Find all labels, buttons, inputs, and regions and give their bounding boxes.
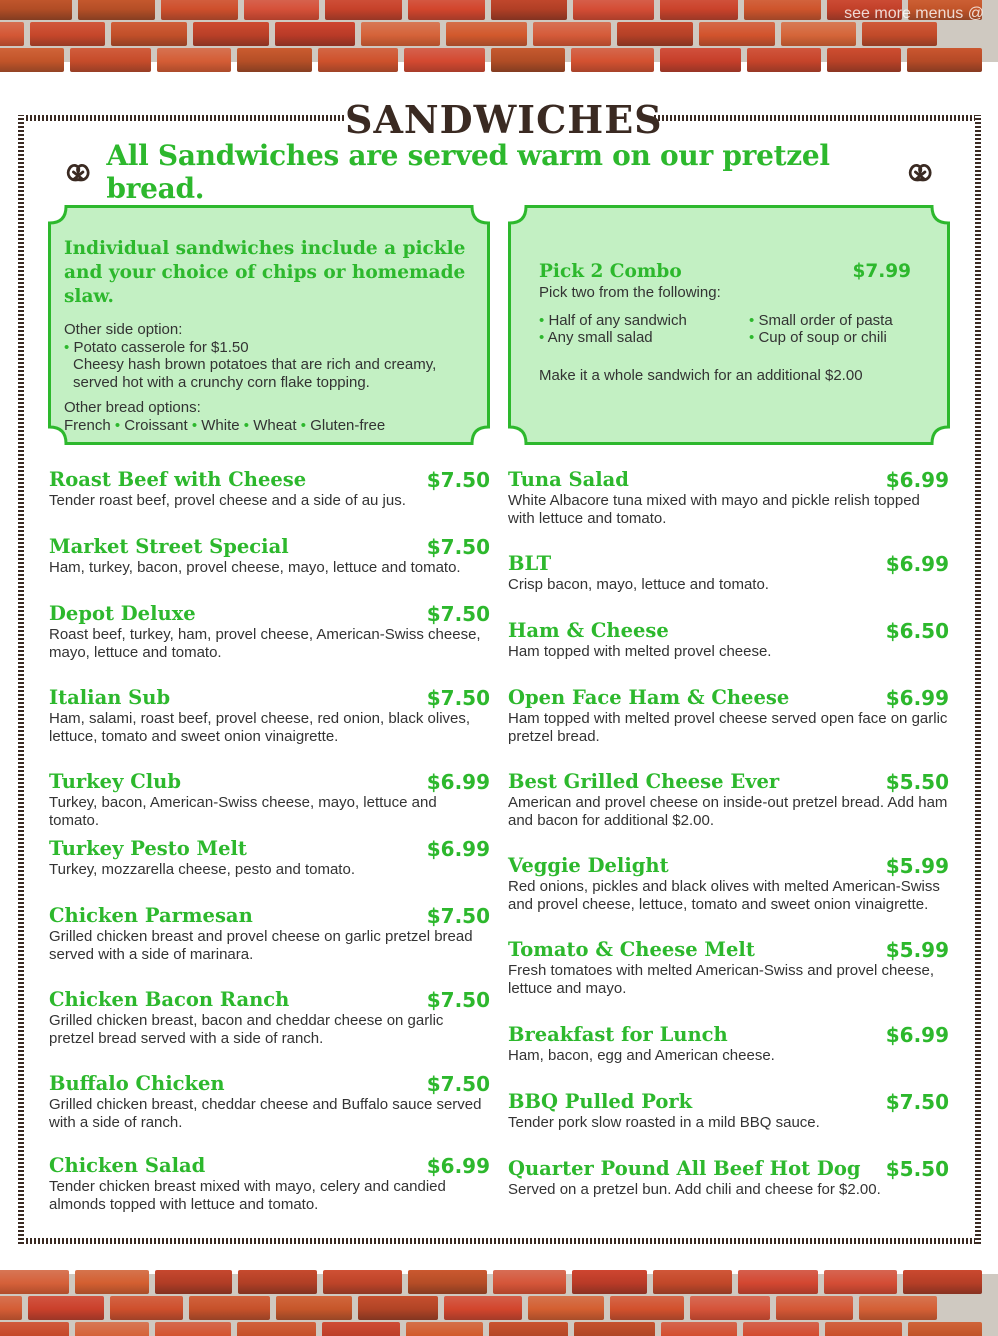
combo-option: • Cup of soup or chili xyxy=(749,329,887,346)
brick xyxy=(323,1270,402,1294)
item-price: $5.99 xyxy=(885,938,949,962)
item-price: $6.99 xyxy=(885,468,949,492)
brick xyxy=(859,1296,937,1320)
brick xyxy=(862,22,937,46)
item-name: Veggie Delight xyxy=(508,854,669,877)
item-description: Ham, bacon, egg and American cheese. xyxy=(508,1047,775,1064)
item-price: $6.99 xyxy=(885,1023,949,1047)
side-option-desc: Cheesy hash brown potatoes that are rich and creamy, served hot with a crunchy corn flake topping. xyxy=(73,356,437,391)
item-description: White Albacore tuna mixed with mayo and pickle relish topped with lettuce and tomato. xyxy=(508,492,920,527)
combo-name: Pick 2 Combo xyxy=(539,261,682,282)
side-option-text: Potato casserole for $1.50 xyxy=(73,338,249,356)
combo-note: Make it a whole sandwich for an additional $2.00 xyxy=(539,366,863,384)
brick xyxy=(404,48,485,72)
item-name: Breakfast for Lunch xyxy=(508,1023,728,1046)
item-description: Ham topped with melted provel cheese served open face on garlic pretzel bread. xyxy=(508,710,948,745)
brick xyxy=(0,48,64,72)
brick xyxy=(908,1322,982,1336)
brick xyxy=(907,48,983,72)
brick xyxy=(358,1296,438,1320)
bread-options-list: French • Croissant • White • Wheat • Gluten-free xyxy=(64,416,386,434)
info-box xyxy=(64,237,479,434)
brick xyxy=(189,1296,270,1320)
item-price: $7.50 xyxy=(426,535,490,559)
item-description: Grilled chicken breast and provel cheese on garlic pretzel bread served with a side of marinara. xyxy=(49,928,473,963)
item-price: $6.99 xyxy=(885,552,949,576)
brick xyxy=(70,48,151,72)
brick xyxy=(275,22,354,46)
item-name: Best Grilled Cheese Ever xyxy=(508,770,780,793)
brick xyxy=(747,48,821,72)
item-price: $7.50 xyxy=(426,686,490,710)
frame-border-right xyxy=(975,115,981,1244)
frame-border-left xyxy=(18,115,24,1244)
tagline xyxy=(64,139,934,205)
brick xyxy=(617,22,692,46)
brick xyxy=(238,1270,317,1294)
brick xyxy=(493,1270,566,1294)
brick xyxy=(661,1322,737,1336)
brick xyxy=(0,0,72,20)
brick xyxy=(533,22,612,46)
item-name: Chicken Bacon Ranch xyxy=(49,988,290,1011)
brick xyxy=(110,1296,183,1320)
item-description: Ham, turkey, bacon, provel cheese, mayo, lettuce and tomato. xyxy=(49,559,461,576)
brick xyxy=(491,48,566,72)
combo-header xyxy=(539,260,911,284)
page-title: SANDWICHES xyxy=(345,97,663,142)
brick xyxy=(699,22,775,46)
brick xyxy=(193,22,269,46)
item-description: Grilled chicken breast, bacon and cheddar cheese on garlic pretzel bread served with a side of ranch. xyxy=(49,1012,444,1047)
brick xyxy=(743,1322,819,1336)
brick xyxy=(408,0,484,20)
combo-option-text: Any small salad xyxy=(547,329,653,346)
info-box-heading: Individual sandwiches include a pickle and your choice of chips or homemade slaw. xyxy=(64,238,466,307)
brick xyxy=(0,1270,69,1294)
brick xyxy=(690,1296,770,1320)
bread-options-label: Other bread options: xyxy=(64,399,201,416)
brick xyxy=(322,1322,400,1336)
bread-option: Gluten-free xyxy=(310,416,386,434)
brick xyxy=(444,1296,522,1320)
brick xyxy=(660,0,738,20)
brick xyxy=(528,1296,603,1320)
item-description: Grilled chicken breast, cheddar cheese and Buffalo sauce served with a side of ranch. xyxy=(49,1096,482,1131)
brick xyxy=(161,0,238,20)
item-description: Served on a pretzel bun. Add chili and cheese for $2.00. xyxy=(508,1181,881,1198)
item-name: Open Face Ham & Cheese xyxy=(508,686,790,709)
item-price: $7.50 xyxy=(426,904,490,928)
item-description: Ham topped with melted provel cheese. xyxy=(508,643,772,660)
item-price: $6.50 xyxy=(885,619,949,643)
brick-row xyxy=(0,1296,943,1320)
title-wrap xyxy=(345,96,663,144)
item-description: Tender pork slow roasted in a mild BBQ sauce. xyxy=(508,1114,820,1131)
brick xyxy=(78,0,155,20)
brick xyxy=(744,0,821,20)
brick xyxy=(571,48,653,72)
brick-row xyxy=(0,48,988,72)
item-price: $5.50 xyxy=(885,770,949,794)
item-description: Red onions, pickles and black olives with melted American-Swiss and provel cheese, lettuce, tomato and sweet onion vinaigrette. xyxy=(508,878,940,913)
item-price: $6.99 xyxy=(426,1154,490,1178)
brick xyxy=(653,1270,732,1294)
frame-border-bottom xyxy=(18,1238,981,1244)
item-name: Italian Sub xyxy=(49,686,171,709)
combo-option-text: Cup of soup or chili xyxy=(758,329,887,346)
brick xyxy=(30,22,105,46)
item-name: Quarter Pound All Beef Hot Dog xyxy=(508,1157,861,1180)
item-description: American and provel cheese on inside-out pretzel bread. Add ham and bacon for additional $2.00. xyxy=(508,794,948,829)
item-price: $6.99 xyxy=(885,686,949,710)
item-description: Roast beef, turkey, ham, provel cheese, American-Swiss cheese, mayo, lettuce and tomato. xyxy=(49,626,481,661)
watermark: see more menus @ xyxy=(844,5,984,22)
bread-option: Wheat xyxy=(253,416,297,434)
brick xyxy=(408,1270,487,1294)
brick xyxy=(0,22,24,46)
item-name: BLT xyxy=(508,552,552,575)
item-price: $5.50 xyxy=(885,1157,949,1181)
brick-row xyxy=(0,22,943,46)
item-description: Ham, salami, roast beef, provel cheese, red onion, black olives, lettuce, tomato and sweet onion vinaigrette. xyxy=(49,710,471,745)
side-option-item: • Potato casserole for $1.50 xyxy=(64,338,249,356)
combo-subtitle: Pick two from the following: xyxy=(539,284,721,301)
item-name: Chicken Parmesan xyxy=(49,904,253,927)
combo-box xyxy=(539,260,911,384)
pretzel-icon xyxy=(906,160,934,184)
bread-option: Croissant xyxy=(124,416,188,434)
brick xyxy=(244,0,320,20)
item-price: $7.50 xyxy=(426,1072,490,1096)
brick xyxy=(237,48,313,72)
combo-price: $7.99 xyxy=(852,261,911,282)
item-name: Market Street Special xyxy=(49,535,289,558)
item-name: Buffalo Chicken xyxy=(49,1072,225,1095)
item-name: Tomato & Cheese Melt xyxy=(508,938,755,961)
combo-options xyxy=(539,312,911,347)
bread-option: White xyxy=(201,416,240,434)
item-name: Chicken Salad xyxy=(49,1154,206,1177)
brick xyxy=(237,1322,316,1336)
item-name: Depot Deluxe xyxy=(49,602,196,625)
brick xyxy=(824,1270,897,1294)
combo-option: • Half of any sandwich xyxy=(539,311,687,329)
item-price: $6.99 xyxy=(426,837,490,861)
brick xyxy=(574,1322,655,1336)
pretzel-icon xyxy=(64,160,92,184)
combo-option: • Small order of pasta xyxy=(749,311,893,329)
brick xyxy=(446,22,527,46)
brick xyxy=(361,22,440,46)
item-name: Turkey Club xyxy=(49,770,181,793)
combo-option-text: Half of any sandwich xyxy=(548,311,687,329)
brick xyxy=(28,1296,104,1320)
brick xyxy=(75,1270,149,1294)
brick-row xyxy=(0,1322,988,1336)
brick xyxy=(573,0,655,20)
brick xyxy=(738,1270,818,1294)
brick-row xyxy=(0,0,988,20)
brick xyxy=(781,22,856,46)
combo-option-text: Small order of pasta xyxy=(758,311,893,329)
side-option-label: Other side option: xyxy=(64,321,183,338)
brick xyxy=(0,1322,69,1336)
item-description: Tender roast beef, provel cheese and a side of au jus. xyxy=(49,492,406,509)
item-price: $7.50 xyxy=(426,602,490,626)
brick xyxy=(776,1296,853,1320)
item-description: Fresh tomatoes with melted American-Swiss and provel cheese, lettuce and mayo. xyxy=(508,962,935,997)
item-name: BBQ Pulled Pork xyxy=(508,1090,693,1113)
item-description: Crisp bacon, mayo, lettuce and tomato. xyxy=(508,576,769,593)
brick xyxy=(660,48,741,72)
brick xyxy=(157,48,231,72)
brick xyxy=(489,1322,568,1336)
item-price: $7.50 xyxy=(426,988,490,1012)
brick xyxy=(325,0,402,20)
brick xyxy=(111,22,187,46)
tagline-text: All Sandwiches are served warm on our pretzel bread. xyxy=(106,139,830,205)
brick xyxy=(825,1322,902,1336)
item-name: Tuna Salad xyxy=(508,468,629,491)
item-description: Turkey, mozzarella cheese, pesto and tomato. xyxy=(49,861,355,878)
brick xyxy=(276,1296,352,1320)
bread-option: French xyxy=(64,416,111,434)
brick-footer xyxy=(0,1274,998,1336)
item-price: $7.50 xyxy=(885,1090,949,1114)
brick xyxy=(75,1322,149,1336)
item-description: Tender chicken breast mixed with mayo, celery and candied almonds topped with lettuce and tomato. xyxy=(49,1178,446,1213)
brick xyxy=(610,1296,685,1320)
item-name: Turkey Pesto Melt xyxy=(49,837,247,860)
item-name: Ham & Cheese xyxy=(508,619,669,642)
item-price: $7.50 xyxy=(426,468,490,492)
item-price: $6.99 xyxy=(426,770,490,794)
brick xyxy=(155,1322,231,1336)
item-description: Turkey, bacon, American-Swiss cheese, mayo, lettuce and tomato. xyxy=(49,794,437,829)
brick xyxy=(827,48,901,72)
brick-row xyxy=(0,1270,988,1294)
item-name: Roast Beef with Cheese xyxy=(49,468,307,491)
item-price: $5.99 xyxy=(885,854,949,878)
brick xyxy=(0,1296,22,1320)
brick xyxy=(491,0,567,20)
brick xyxy=(903,1270,982,1294)
brick xyxy=(155,1270,231,1294)
combo-option: • Any small salad xyxy=(539,329,653,346)
brick xyxy=(572,1270,647,1294)
brick xyxy=(406,1322,483,1336)
brick xyxy=(318,48,397,72)
